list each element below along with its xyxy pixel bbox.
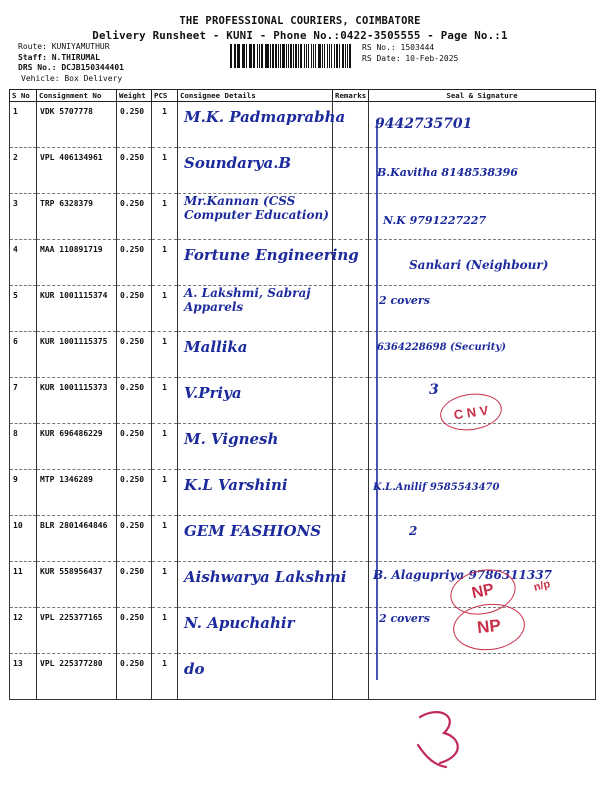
consignee-handwriting: GEM FASHIONS [184, 522, 322, 540]
barcode-bar [336, 44, 338, 68]
barcode-bar [242, 44, 243, 68]
row-weight: 0.250 [117, 102, 152, 148]
np-stamp-2: NP [451, 600, 527, 653]
row-remarks [333, 148, 369, 194]
rs-number: RS No.: 1503444 [362, 43, 435, 52]
row-sno: 6 [10, 332, 37, 378]
row-weight: 0.250 [117, 516, 152, 562]
row-remarks [333, 470, 369, 516]
barcode-bar [237, 44, 239, 68]
table-row [10, 240, 596, 286]
barcode-bar [339, 44, 340, 68]
signature-handwriting: B. Alagupriya 9786311337 [373, 568, 552, 582]
row-pcs: 1 [152, 240, 178, 286]
row-pcs: 1 [152, 378, 178, 424]
barcode-bar [243, 44, 245, 68]
table-row [10, 516, 596, 562]
row-seal-signature [369, 332, 596, 378]
row-consignee [178, 654, 333, 700]
row-consignee [178, 470, 333, 516]
row-remarks [333, 240, 369, 286]
barcode-bar [311, 44, 312, 68]
table-row [10, 378, 596, 424]
row-pcs: 1 [152, 654, 178, 700]
barcode-bar [261, 44, 263, 68]
bottom-scrawl-mark [400, 705, 480, 775]
barcode-bar [286, 44, 287, 68]
row-consignment-no: VDK 5707778 [37, 102, 117, 148]
barcode-bar [275, 44, 277, 68]
table-row [10, 194, 596, 240]
barcode-bar [347, 44, 348, 68]
row-seal-signature [369, 470, 596, 516]
row-weight: 0.250 [117, 654, 152, 700]
barcode-bar [235, 44, 236, 68]
row-remarks [333, 332, 369, 378]
barcode-bar [295, 44, 297, 68]
row-remarks [333, 194, 369, 240]
row-pcs: 1 [152, 608, 178, 654]
col-remarks: Remarks [333, 90, 369, 102]
row-pcs: 1 [152, 102, 178, 148]
row-pcs: 1 [152, 470, 178, 516]
barcode-bar [234, 44, 235, 68]
barcode-bar [313, 44, 314, 68]
col-consignment: Consignment No [37, 90, 117, 102]
col-weight: Weight [117, 90, 152, 102]
row-consignment-no: VPL 225377165 [37, 608, 117, 654]
table-row [10, 148, 596, 194]
route-label: Route: KUNIYAMUTHUR [18, 42, 110, 51]
barcode-bar [280, 44, 281, 68]
barcode-bar [342, 44, 344, 68]
barcode-bar [246, 44, 247, 68]
row-consignee [178, 148, 333, 194]
row-consignment-no: KUR 558956437 [37, 562, 117, 608]
row-weight: 0.250 [117, 148, 152, 194]
vehicle-label: Vehicle: Box Delivery [21, 73, 123, 83]
row-consignment-no: VPL 406134961 [37, 148, 117, 194]
row-seal-signature [369, 424, 596, 470]
row-consignment-no: KUR 1001115374 [37, 286, 117, 332]
col-pcs: PCS [152, 90, 178, 102]
row-weight: 0.250 [117, 562, 152, 608]
row-sno: 11 [10, 562, 37, 608]
row-sno: 2 [10, 148, 37, 194]
col-sno: S No [10, 90, 37, 102]
consignee-handwriting: M. Vignesh [184, 430, 279, 448]
row-sno: 13 [10, 654, 37, 700]
row-remarks [333, 378, 369, 424]
row-seal-signature [369, 148, 596, 194]
row-sno: 12 [10, 608, 37, 654]
cnv-stamp: C N V [438, 390, 504, 434]
row-weight: 0.250 [117, 378, 152, 424]
remarks-vertical-stroke [372, 120, 382, 680]
runsheet-meta-left [18, 42, 124, 84]
row-sno: 10 [10, 516, 37, 562]
table-row [10, 286, 596, 332]
row-consignee [178, 332, 333, 378]
row-consignee [178, 240, 359, 286]
row-consignment-no: MAA 110891719 [37, 240, 117, 286]
row-consignee [178, 102, 346, 148]
consignee-handwriting: M.K. Padmaprabha [184, 108, 346, 126]
row-consignment-no: VPL 225377280 [37, 654, 117, 700]
consignee-handwriting: A. Lakshmi, Sabraj Apparels [184, 286, 311, 314]
np-stamp-1: NP [446, 564, 520, 621]
barcode-bar [249, 44, 250, 68]
row-seal-signature [369, 194, 596, 240]
row-pcs: 1 [152, 332, 178, 378]
row-remarks [333, 654, 369, 700]
table-header-row [10, 90, 596, 102]
signature-handwriting: Sankari (Neighbour) [409, 258, 549, 272]
barcode-bar [290, 44, 292, 68]
row-seal-signature [369, 516, 596, 562]
signature-handwriting: 2 covers [379, 294, 430, 307]
row-sno: 8 [10, 424, 37, 470]
barcode-bar [266, 44, 268, 68]
row-consignee [178, 194, 333, 240]
signature-handwriting: B.Kavitha 8148538396 [377, 166, 518, 179]
drs-number: DRS No.: DCJB150344401 [18, 63, 124, 72]
consignee-handwriting: V.Priya [184, 384, 242, 402]
row-consignment-no: KUR 1001115373 [37, 378, 117, 424]
row-consignee [178, 286, 333, 332]
barcode-bar [331, 44, 333, 68]
row-consignee [178, 424, 333, 470]
barcode-bar [270, 44, 271, 68]
table-row [10, 102, 596, 148]
row-consignment-no: TRP 6328379 [37, 194, 117, 240]
row-seal-signature [369, 102, 596, 148]
row-consignee [178, 516, 333, 562]
signature-handwriting: 6364228698 (Security) [377, 342, 506, 353]
row-sno: 1 [10, 102, 37, 148]
barcode-bar [278, 44, 279, 68]
barcode-bar [293, 44, 294, 68]
barcode-bar [265, 44, 266, 68]
consignee-handwriting: N. Apuchahir [184, 614, 295, 632]
consignee-handwriting: Fortune Engineering [184, 246, 359, 264]
signature-handwriting: 2 [409, 524, 418, 538]
barcode-bar [253, 44, 255, 68]
row-pcs: 1 [152, 562, 178, 608]
row-remarks [333, 608, 369, 654]
row-sno: 5 [10, 286, 37, 332]
row-pcs: 1 [152, 194, 178, 240]
barcode-bar [272, 44, 274, 68]
row-pcs: 1 [152, 424, 178, 470]
col-seal-signature: Seal & Signature [369, 90, 596, 102]
row-consignee [178, 562, 347, 608]
barcode-bar [345, 44, 346, 68]
barcode-bar [327, 44, 328, 68]
row-pcs: 1 [152, 286, 178, 332]
row-pcs: 1 [152, 516, 178, 562]
row-consignment-no: MTP 1346289 [37, 470, 117, 516]
row-weight: 0.250 [117, 286, 152, 332]
row-seal-signature [369, 240, 596, 286]
signature-handwriting: 2 covers [379, 612, 430, 625]
np-scrawl-mark: n/p [532, 578, 552, 594]
row-remarks [333, 516, 369, 562]
row-weight: 0.250 [117, 194, 152, 240]
barcode-bar [304, 44, 305, 68]
table-row [10, 424, 596, 470]
row-sno: 3 [10, 194, 37, 240]
row-consignee [178, 608, 333, 654]
row-seal-signature [369, 654, 596, 700]
consignee-handwriting: Soundarya.B [184, 154, 292, 172]
row-weight: 0.250 [117, 424, 152, 470]
row-pcs: 1 [152, 148, 178, 194]
consignee-handwriting: do [184, 660, 205, 678]
row-sno: 9 [10, 470, 37, 516]
row-remarks [333, 102, 369, 148]
company-title: THE PROFESSIONAL COURIERS, COIMBATORE [179, 15, 421, 27]
row-weight: 0.250 [117, 332, 152, 378]
row-remarks [333, 424, 369, 470]
barcode-bar [334, 44, 335, 68]
row-remarks [333, 286, 369, 332]
row-consignment-no: KUR 696486229 [37, 424, 117, 470]
barcode-bar [300, 44, 302, 68]
row-seal-signature [369, 286, 596, 332]
barcode-bar [315, 44, 317, 68]
consignee-handwriting: Aishwarya Lakshmi [184, 568, 347, 586]
barcode-bar [288, 44, 289, 68]
runsheet-meta-right [362, 43, 458, 64]
runsheet-subtitle: Delivery Runsheet - KUNI - Phone No.:0422-3505555 - Page No.:1 [92, 29, 508, 42]
row-weight: 0.250 [117, 470, 152, 516]
barcode-bar [282, 44, 284, 68]
barcode-bar [349, 44, 351, 68]
row-sno: 4 [10, 240, 37, 286]
table-row [10, 332, 596, 378]
barcode-bar [308, 44, 310, 68]
signature-handwriting: 3 [429, 382, 439, 398]
consignee-handwriting: K.L Varshini [184, 476, 288, 494]
row-weight: 0.250 [117, 608, 152, 654]
consignee-handwriting: Mr.Kannan (CSS Computer Education) [184, 194, 329, 222]
consignee-handwriting: Mallika [184, 338, 248, 356]
rs-date: RS Date: 10-Feb-2025 [362, 53, 459, 63]
signature-handwriting: K.L.Anilif 9585543470 [373, 482, 500, 493]
barcode [230, 44, 352, 68]
barcode-bar [257, 44, 258, 68]
table-row [10, 654, 596, 700]
row-consignment-no: BLR 2801464846 [37, 516, 117, 562]
row-remarks [333, 562, 369, 608]
row-consignee [178, 378, 333, 424]
barcode-bar [230, 44, 232, 68]
barcode-bar [329, 44, 330, 68]
barcode-bar [322, 44, 323, 68]
table-row [10, 470, 596, 516]
barcode-bar [298, 44, 299, 68]
barcode-bar [250, 44, 252, 68]
row-sno: 7 [10, 378, 37, 424]
barcode-bar [324, 44, 326, 68]
row-weight: 0.250 [117, 240, 152, 286]
row-consignment-no: KUR 1001115375 [37, 332, 117, 378]
signature-handwriting: 9442735701 [375, 116, 473, 132]
barcode-bar [306, 44, 307, 68]
col-consignee: Consignee Details [178, 90, 333, 102]
staff-label: Staff: N.THIRUMAL [18, 52, 100, 62]
signature-handwriting: N.K 9791227227 [383, 214, 487, 227]
barcode-bar [318, 44, 320, 68]
barcode-bar [259, 44, 260, 68]
